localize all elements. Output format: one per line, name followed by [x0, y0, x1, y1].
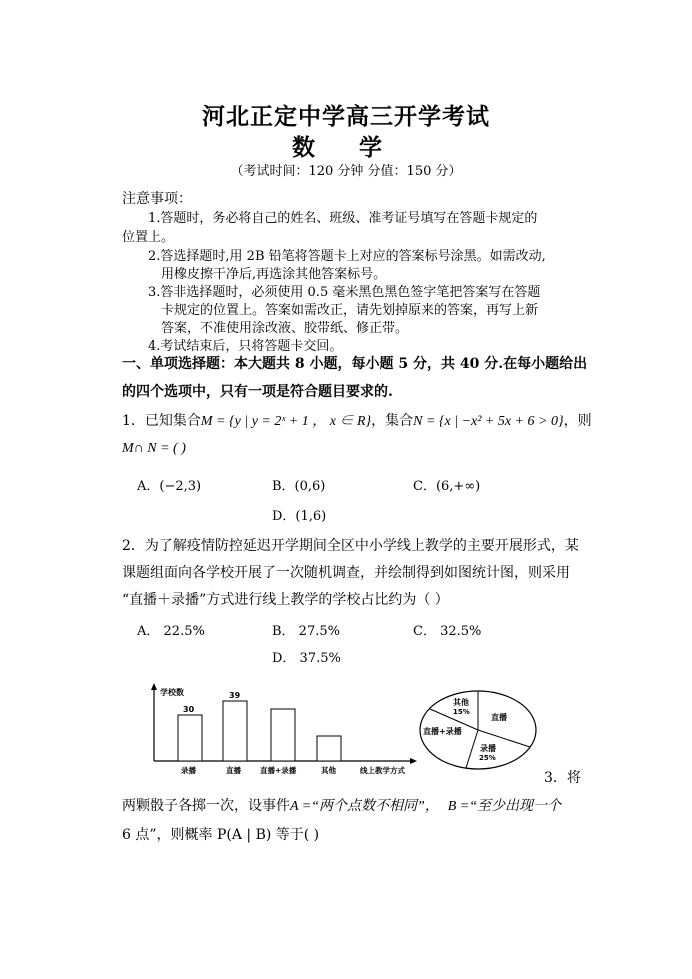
- q3-stem-a: 两颗骰子各掷一次，设事件: [122, 798, 290, 814]
- bar-luobo: [178, 715, 202, 761]
- pie-label-zhibo: 直播: [491, 713, 507, 722]
- q2-stem-line2: 课题组面向各学校开展了一次随机调查，并绘制得到如图统计图，则采用: [122, 565, 570, 581]
- survey-charts: [140, 680, 540, 780]
- q1-set-m: M = {y | y = 2ˣ + 1 ， x ∈ R}: [200, 414, 372, 429]
- note-line-6: 卡规定的位置上。答案如需改正，请先划掉原来的答案，再写上新: [161, 303, 539, 318]
- q1-set-n: N = {x | −x² + 5x + 6 > 0}: [413, 414, 564, 429]
- pie-label-other: 其他: [453, 698, 469, 707]
- q1-option-b: B．(0,6): [272, 479, 326, 494]
- pie-label-luobo: 录播: [480, 744, 496, 753]
- q3-stem-line1: [122, 795, 561, 815]
- q3-number: 3．将: [544, 770, 581, 786]
- q1-stem-c: ，则: [563, 413, 592, 429]
- bar-category-zhibo: 直播: [226, 766, 241, 775]
- notes-heading: 注意事项：: [122, 191, 192, 207]
- q3-event-a: A =“两个点数不相同”，: [290, 799, 439, 814]
- exam-info: （考试时间：120 分钟 分值：150 分）: [230, 164, 462, 179]
- note-line-4: 用橡皮擦干净后,再选涂其他答案标号。: [161, 267, 387, 282]
- q1-option-a: A．(−2,3): [137, 479, 202, 494]
- q1-stem-line2: M∩ N = ( ): [122, 441, 186, 456]
- bar-category-zhibo-luobo: 直播+录播: [260, 766, 297, 775]
- bar-ylabel: 学校数: [160, 688, 184, 697]
- exam-title: 河北正定中学高三开学考试: [202, 103, 490, 130]
- q3-stem-line2: 6 点”，则概率 P(A | B) 等于( ): [122, 827, 320, 843]
- q1-stem-line1: [122, 410, 592, 430]
- bar-value-label-zhibo: 39: [229, 691, 241, 700]
- note-line-5: 3.答非选择题时，必须使用 0.5 毫米黑色黑色签字笔把答案写在答题: [148, 285, 541, 300]
- bar-x-axis-arrow: [410, 758, 417, 764]
- section-heading-line2: 的四个选项中，只有一项是符合题目要求的.: [122, 384, 393, 400]
- bar-zhibo-luobo: [271, 709, 295, 761]
- q1-stem-a: 1．已知集合: [122, 413, 201, 429]
- q1-option-c: C．(6,+∞): [413, 479, 481, 494]
- bar-category-luobo: 录播: [181, 766, 196, 775]
- pie-label-zhibo-luobo: 直播+录播: [423, 727, 462, 736]
- q2-stem-line3: “直播＋录播”方式进行线上教学的学校占比约为（ ）: [122, 592, 449, 608]
- pie-label-luobo-pct: 25%: [479, 754, 496, 762]
- bar-category-other: 其他: [321, 766, 336, 775]
- bar-value-label-luobo: 30: [183, 705, 195, 714]
- q2-option-b: B． 27.5%: [272, 624, 340, 639]
- q3-event-b: B =“至少出现一个: [447, 799, 562, 814]
- subject-title: 数 学: [291, 134, 400, 161]
- q1-stem-b: ，集合: [371, 413, 414, 429]
- q2-option-a: A． 22.5%: [137, 624, 205, 639]
- pie-label-other-pct: 15%: [453, 708, 470, 716]
- q2-option-c: C． 32.5%: [413, 624, 482, 639]
- note-line-3: 2.答选择题时,用 2B 铅笔将答题卡上对应的答案标号涂黑。如需改动,: [148, 249, 546, 264]
- note-line-2: 位置上。: [122, 230, 175, 245]
- note-line-7: 答案，不准使用涂改液、胶带纸、修正带。: [161, 321, 409, 336]
- bar-y-axis-arrow: [151, 683, 157, 690]
- note-line-1: 1.答题时，务必将自己的姓名、班级、准考证号填写在答题卡规定的: [148, 211, 538, 226]
- q1-option-d: D．(1,6): [272, 509, 327, 524]
- q2-stem-line1: 2．为了解疫情防控延迟开学期间全区中小学线上教学的主要开展形式，某: [122, 538, 579, 554]
- bar-other: [317, 736, 341, 761]
- section-heading-line1: 一、单项选择题：本大题共 8 小题，每小题 5 分，共 40 分.在每小题给出: [122, 356, 588, 372]
- note-line-8: 4.考试结束后，只将答题卡交回。: [148, 339, 343, 354]
- q2-option-d: D． 37.5%: [272, 651, 341, 666]
- bar-xlabel: 线上教学方式: [360, 766, 405, 775]
- bar-zhibo: [223, 701, 247, 761]
